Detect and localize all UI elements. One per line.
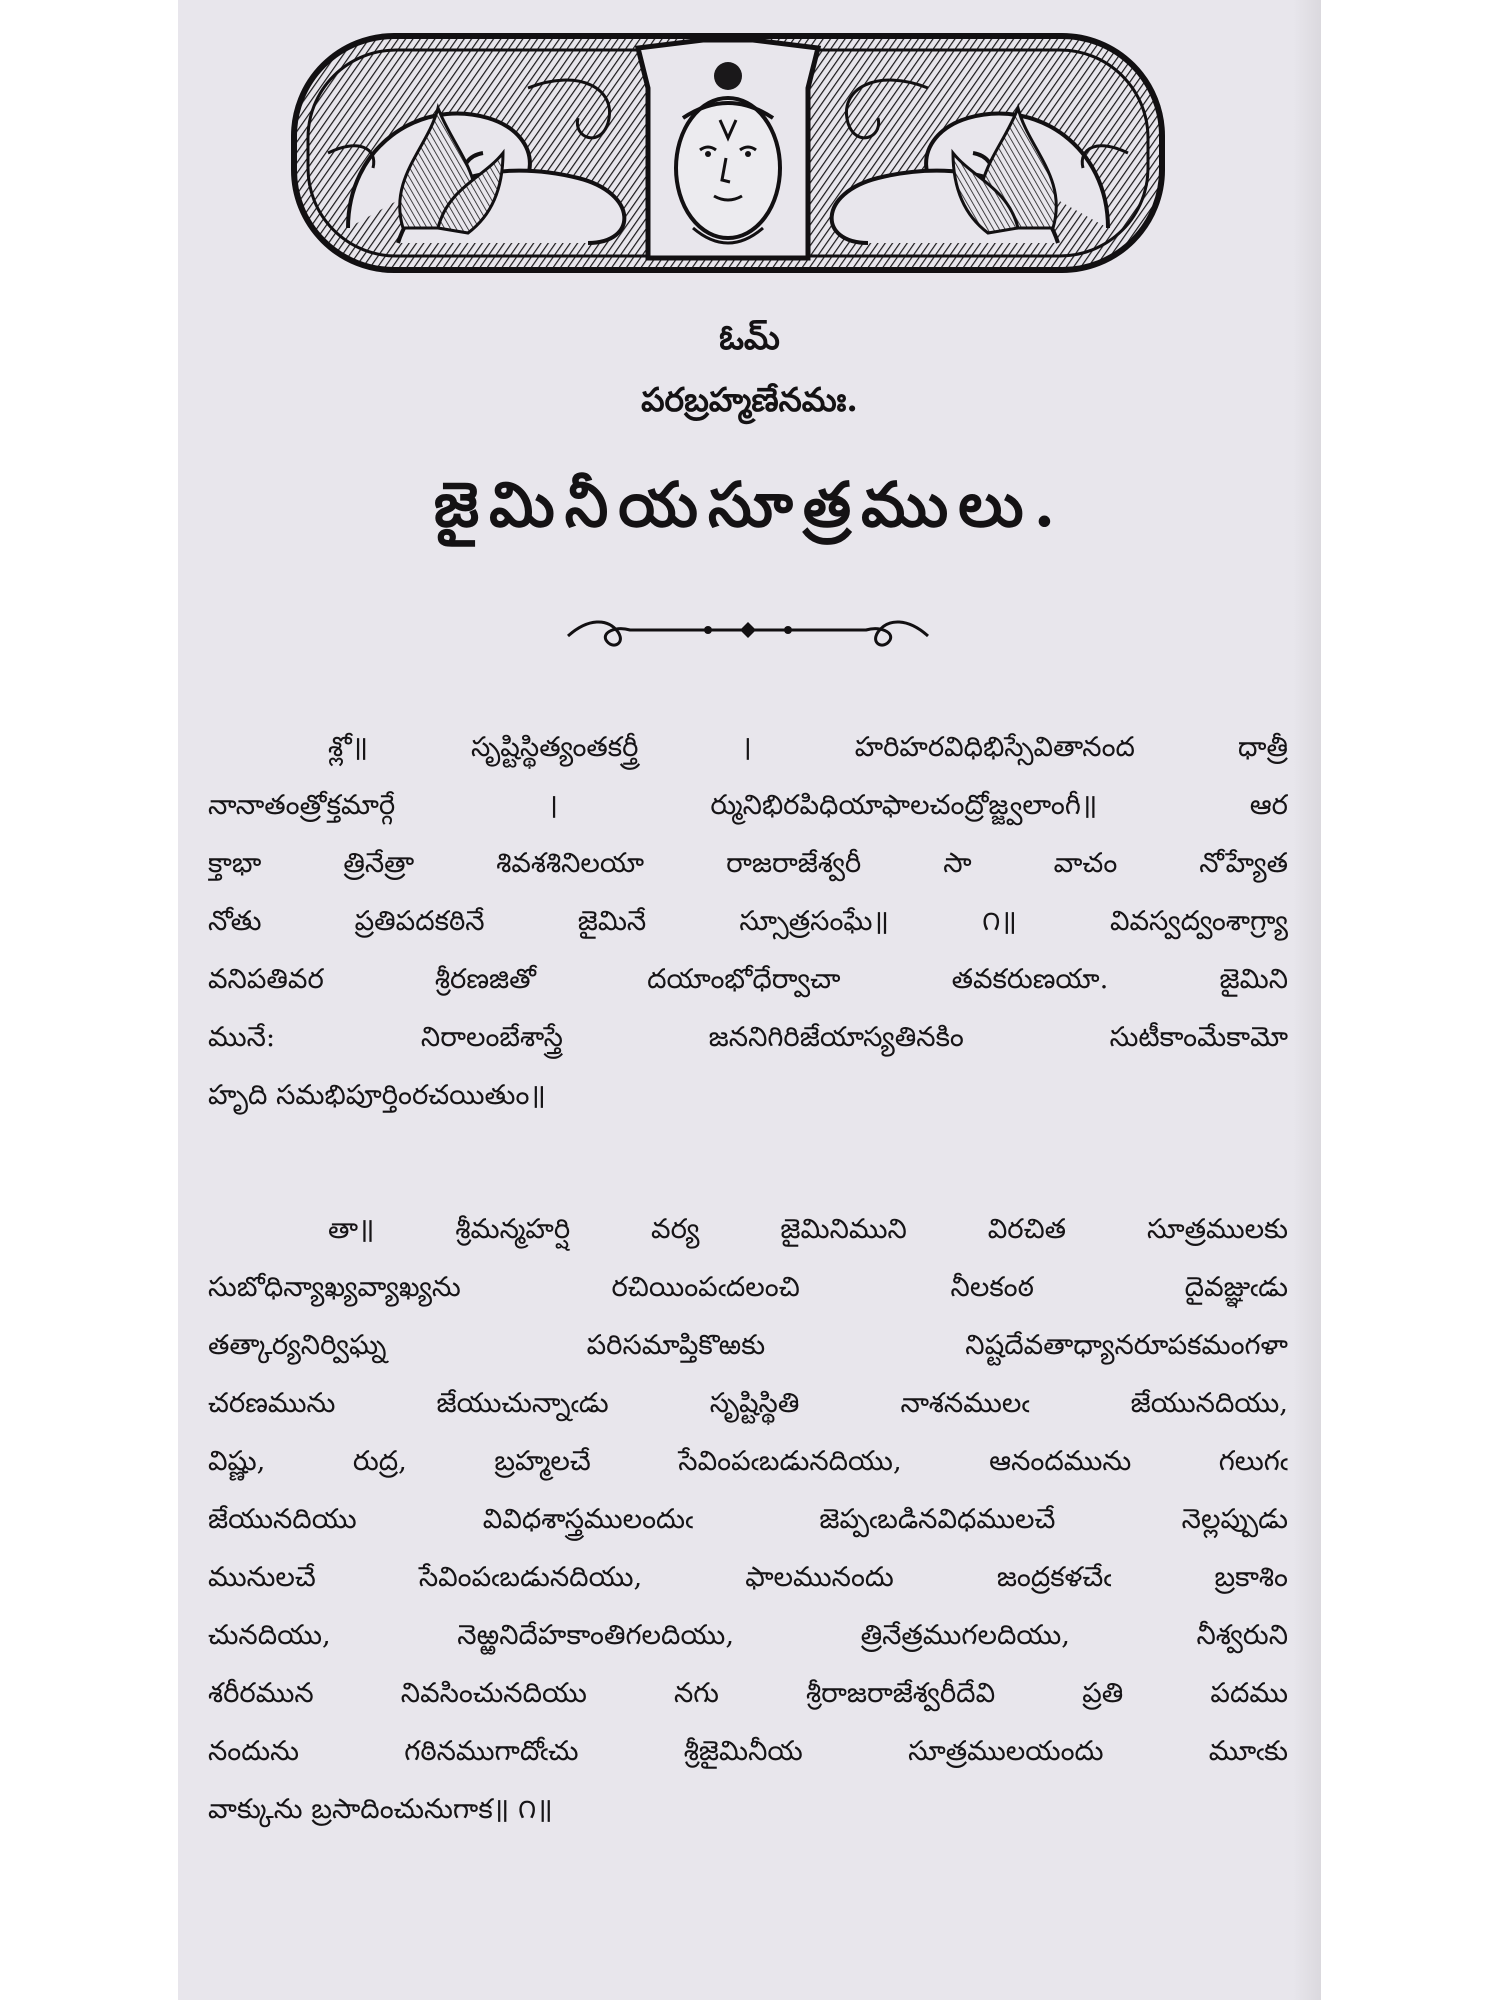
commentary-line: చరణమును జేయుచున్నాఁడు సృష్టిస్థితి నాశనములఁ జేయునదియు, [208,1387,1288,1419]
invocation-line: పరబ్రహ్మణేనమః. [641,380,858,419]
commentary-line: వాక్కును బ్రసాదించునుగాక॥ ౧॥ [208,1793,553,1825]
verse-block [208,718,1288,1124]
commentary-line: శరీరమున నివసించునదియు నగు శ్రీరాజరాజేశ్వరీదేవి ప్రతి పదము [208,1677,1288,1709]
commentary-block [208,1200,1288,1838]
scroll-divider-icon [558,608,938,654]
verse-line: నోతు ప్రతిపదకఠినే జైమినే స్సూత్రసంఘే॥ ౧॥ వివస్వద్వంశాగ్ర్యా [208,905,1288,937]
verse-line: మునే: నిరాలంబేశాస్త్రే జననిగిరిజేయాస్యతినకిం సుటీకాంమేకామో [208,1021,1288,1053]
verse-line: క్తాభా త్రినేత్రా శివశశినిలయా రాజరాజేశ్వరీ సా వాచం నోహ్యేత [208,847,1288,879]
commentary-line: చునదియు, నెఱ్ఱనిదేహకాంతిగలదియు, త్రినేత్రముగలదియు, నీశ్వరుని [208,1619,1288,1651]
commentary-line: తత్కార్యనిర్విఘ్న పరిసమాప్తికొఱకు నిష్టదేవతాధ్యానరూపకమంగళా [208,1329,1288,1361]
verse-line: హృది సమభిపూర్తింరచయితుం॥ [208,1079,546,1111]
page-edge-shadow [1293,0,1321,2000]
commentary-line: విష్ణు, రుద్ర, బ్రహ్మలచే సేవింపఁబడునదియు, ఆనందమును గలుగఁ [208,1445,1288,1477]
verse-line: నానాతంత్రోక్తమార్గే । ర్మునిభిరపిధియాఫాలచంద్రోజ్జ్వలాంగీ॥ ఆర [208,789,1288,821]
verse-line: వనిపతివర శ్రీరణజితో దయాంభోధేర్వాచా తవకరుణయా. జైమిని [208,963,1288,995]
om-heading: ఓమ్ [719,318,780,358]
commentary-line: నందును గఠినముగాదోఁచు శ్రీజైమినీయ సూత్రములయందు మూఁకు [208,1735,1288,1767]
page-title: జైమినీయసూత్రములు. [433,468,1066,541]
commentary-line: జేయునదియు వివిధశాస్త్రములందుఁ జెప్పఁబడినవిధములచే నెల్లప్పుడు [208,1503,1288,1535]
commentary-line: మునులచే సేవింపఁబడునదియు, ఫాలమునందు జంద్రకళచేఁ బ్రకాశిం [208,1561,1288,1593]
commentary-line: తా॥ శ్రీమన్మహర్షి వర్య జైమినిముని విరచిత సూత్రములకు [328,1213,1288,1245]
book-page [178,0,1321,2000]
commentary-line: సుబోధిన్యాఖ్యవ్యాఖ్యను రచియింపఁదలంచి నీలకంఠ దైవజ్ఞుఁడు [208,1271,1288,1303]
ornamental-headpiece-icon [288,28,1168,278]
verse-line: శ్లో॥ సృష్టిస్థిత్యంతకర్త్రీ । హరిహరవిధిభిస్సేవితానంద ధాత్రీ [328,731,1288,763]
